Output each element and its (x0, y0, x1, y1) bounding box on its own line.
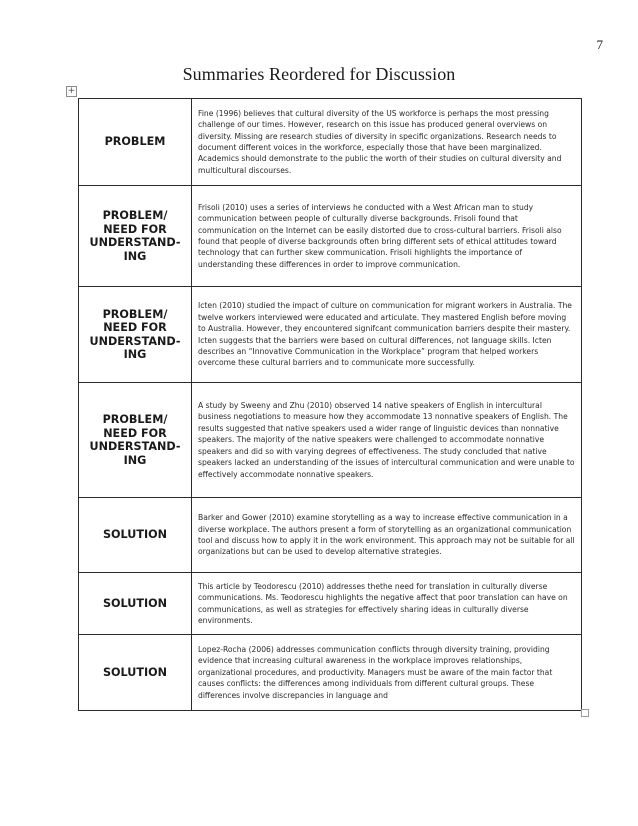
category-label (79, 573, 192, 635)
table-row (79, 573, 582, 635)
summary-table (78, 98, 582, 711)
table-move-handle-icon[interactable]: + (67, 86, 76, 96)
category-label-line: PROBLEM/ (102, 307, 168, 321)
category-label-line: PROBLEM/ (102, 209, 168, 222)
category-label (79, 186, 192, 287)
category-label-line: SOLUTION (102, 528, 168, 542)
category-label-line: ING (123, 453, 147, 467)
summary-text[interactable]: Icten (2010) studied the impact of culture on communication for migrant workers in Australia. The twelve workers interviewed were educated and articulate. They mastered English before moving to Australia. However, they encountered signifcant communication barriers despite their mastery. Icten suggests that the barriers were based on cultural differences, not language skills. Icten describes an “Innovative Communication in the Workplace” program that helped workers overcome these cultural barriers and to communicate more successfully. (192, 287, 582, 383)
table-row (79, 383, 582, 498)
category-label-line: UNDERSTAND- (89, 236, 181, 249)
summary-text[interactable]: This article by Teodorescu (2010) addresses thethe need for translation in culturally diverse communications. Ms. Teodorescu highlights the negative affect that poor translation can have on communications, as well as strategies for effectively sharing ideas in culturally diverse environments. (192, 573, 582, 635)
summary-text[interactable]: Fine (1996) believes that cultural diversity of the US workforce is perhaps the most pressing challenge of our times. However, research on this issue has produced general overviews on diversity. Missing are research studies of diversity in specific organizations. Research needs to document different voices in the workforce, especially those that have been marginalized. Academics should demonstrate to the public the worth of their studies on cultural diversity and multicultural discourses. (192, 99, 582, 186)
table-row (79, 635, 582, 711)
category-label-line: NEED FOR (103, 426, 167, 440)
table-resize-handle[interactable] (581, 709, 589, 717)
table-row (79, 287, 582, 383)
summary-text[interactable]: Lopez-Rocha (2006) addresses communication conflicts through diversity training, providing evidence that increasing cultural awareness in the workplace improves relationships, organizational procedures, and productivity. Managers must be aware of the main factor that causes conflicts: the differences among individuals from different cultural groups. These differences involve discrepancies in language and (192, 635, 582, 711)
category-label-line: NEED FOR (103, 321, 167, 334)
table-row (79, 186, 582, 287)
table-row (79, 99, 582, 186)
category-label (79, 287, 192, 383)
category-label-line: ING (123, 249, 147, 263)
category-label-line: ING (123, 348, 147, 361)
summary-text[interactable]: Barker and Gower (2010) examine storytelling as a way to increase effective communication in a diverse workplace. The authors present a form of storytelling as an organizational communication tool and discuss how to apply it in the work environment. This approach may not be suitable for all organizations but can be used to develop alternative strategies. (192, 498, 582, 573)
category-label-line: UNDERSTAND- (89, 334, 181, 348)
category-label-line: PROBLEM/ (102, 413, 168, 426)
category-label-line: UNDERSTAND- (89, 440, 181, 453)
category-label (79, 498, 192, 573)
category-label-line: SOLUTION (102, 596, 168, 610)
category-label-line: NEED FOR (103, 222, 167, 236)
page-number: 7 (596, 37, 603, 52)
summary-text[interactable]: Frisoli (2010) uses a series of interviews he conducted with a West African man to study communication between people of culturally diverse backgrounds. Frisoli found that communication on the Internet can be easily distorted due to cross-cultural barriers. Frisoli also found that people of diverse backgrounds often bring different sets of ethical attitudes toward technology that can further skew communication. Frisoli highlights the importance of understanding these differences in order to improve communication. (192, 186, 582, 287)
category-label (79, 635, 192, 711)
page-title: Summaries Reordered for Discussion (182, 64, 456, 84)
category-label-line: SOLUTION (102, 665, 168, 679)
category-label-line: PROBLEM (104, 135, 166, 149)
summary-text[interactable]: A study by Sweeny and Zhu (2010) observed 14 native speakers of English in intercultural business negotiations to measure how they accommodate 13 nonnative speakers of English. The results suggested that native speakers used a wider range of linguistic devices than nonnative speakers. The majority of the native speakers were challenged to accommodate nonnative speakers and did so with varying degrees of effectiveness. The study concluded that native speakers lacked an understanding of the issues of intercultural communication and were unable to effectively accommodate nonnative speakers. (192, 383, 582, 498)
category-label (79, 383, 192, 498)
table-row (79, 498, 582, 573)
category-label (79, 99, 192, 186)
